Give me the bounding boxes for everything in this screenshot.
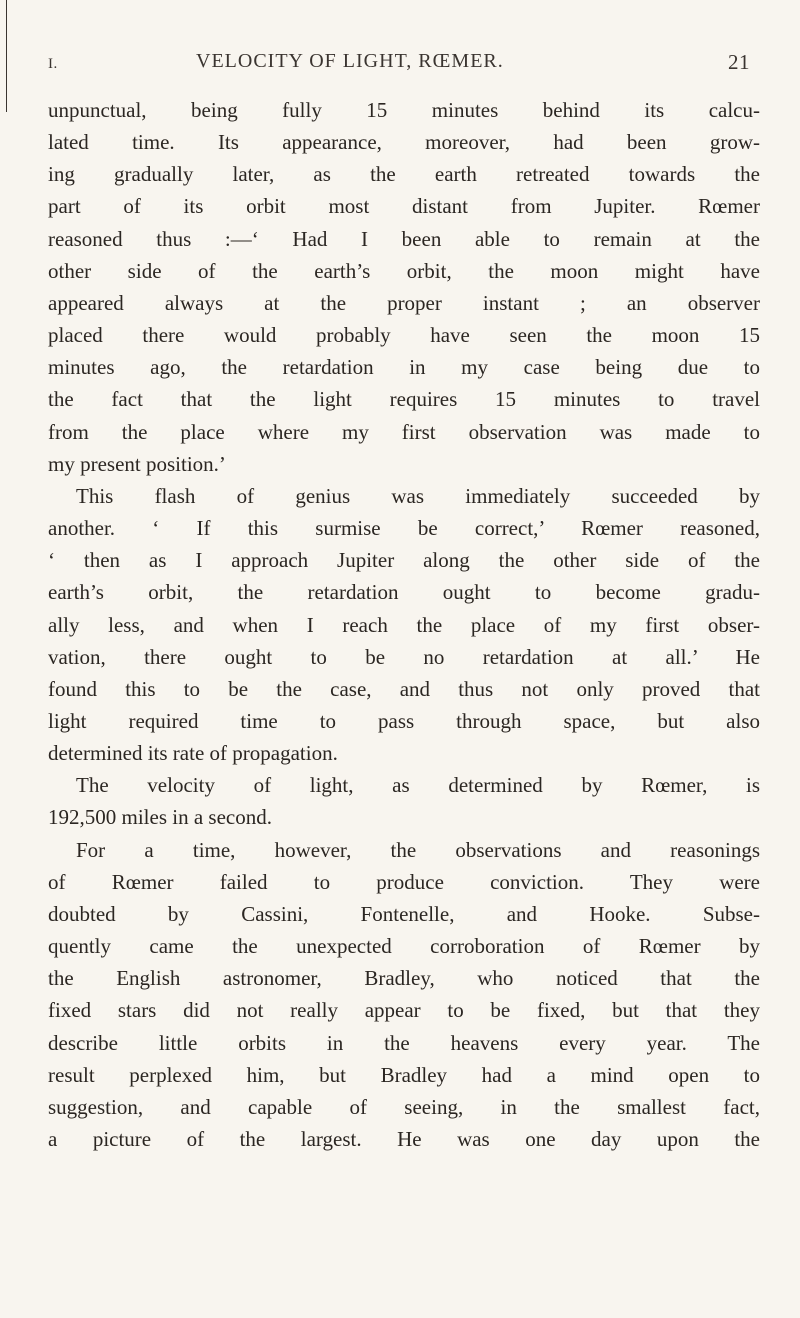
- page-edge-mark: [0, 0, 7, 112]
- text-line: part of its orbit most distant from Jupiter. Rœmer: [48, 194, 760, 219]
- running-header: [48, 50, 760, 78]
- text-line: quently came the unexpected corroboration of Rœmer by: [48, 934, 760, 959]
- text-line: vation, there ought to be no retardation at all.’ He: [48, 644, 760, 669]
- text-line: from the place where my first observation was made to: [48, 419, 760, 444]
- text-line: found this to be the case, and thus not only proved that: [48, 676, 760, 701]
- paragraph-4: [48, 834, 760, 1156]
- text-line: another. ‘ If this surmise be correct,’ Rœmer reasoned,: [48, 516, 760, 541]
- text-line: light required time to pass through space, but also: [48, 708, 760, 733]
- text-line: 192,500 miles in a second.: [48, 805, 272, 830]
- text-line: The velocity of light, as determined by Rœmer, is: [76, 773, 760, 798]
- text-line: fixed stars did not really appear to be fixed, but that they: [48, 998, 760, 1023]
- text-line: result perplexed him, but Bradley had a mind open to: [48, 1062, 760, 1087]
- text-line: suggestion, and capable of seeing, in the smallest fact,: [48, 1094, 760, 1119]
- text-line: describe little orbits in the heavens every year. The: [48, 1030, 760, 1055]
- text-line: lated time. Its appearance, moreover, had been grow-: [48, 130, 760, 155]
- text-line: appeared always at the proper instant ; an observer: [48, 290, 760, 315]
- text-line: ally less, and when I reach the place of my first obser-: [48, 612, 760, 637]
- running-title: VELOCITY OF LIGHT, RŒMER.: [196, 50, 504, 72]
- body-text: [48, 94, 760, 1155]
- text-line: doubted by Cassini, Fontenelle, and Hooke. Subse-: [48, 901, 760, 926]
- text-line: ‘ then as I approach Jupiter along the other side of the: [48, 548, 760, 573]
- chapter-number: I.: [48, 56, 58, 72]
- text-line: unpunctual, being fully 15 minutes behind its calcu-: [48, 98, 760, 122]
- text-line: other side of the earth’s orbit, the moon might have: [48, 258, 760, 283]
- text-line: the fact that the light requires 15 minutes to travel: [48, 387, 760, 412]
- text-line: earth’s orbit, the retardation ought to become gradu-: [48, 580, 760, 605]
- text-line: determined its rate of propagation.: [48, 741, 338, 766]
- paragraph-1: [48, 94, 760, 480]
- text-line: the English astronomer, Bradley, who noticed that the: [48, 966, 760, 991]
- paragraph-3: [48, 769, 760, 833]
- text-line: This flash of genius was immediately succeeded by: [76, 483, 760, 508]
- text-line: reasoned thus :—‘ Had I been able to remain at the: [48, 226, 760, 251]
- text-line: For a time, however, the observations and reasonings: [76, 837, 760, 862]
- paragraph-2: [48, 480, 760, 769]
- text-line: minutes ago, the retardation in my case being due to: [48, 355, 760, 380]
- text-line: ing gradually later, as the earth retreated towards the: [48, 162, 760, 187]
- text-line: my present position.’: [48, 451, 226, 476]
- page-number: 21: [728, 50, 750, 74]
- text-line: of Rœmer failed to produce conviction. They were: [48, 869, 760, 894]
- text-line: a picture of the largest. He was one day upon the: [48, 1127, 760, 1151]
- text-line: placed there would probably have seen the moon 15: [48, 323, 760, 348]
